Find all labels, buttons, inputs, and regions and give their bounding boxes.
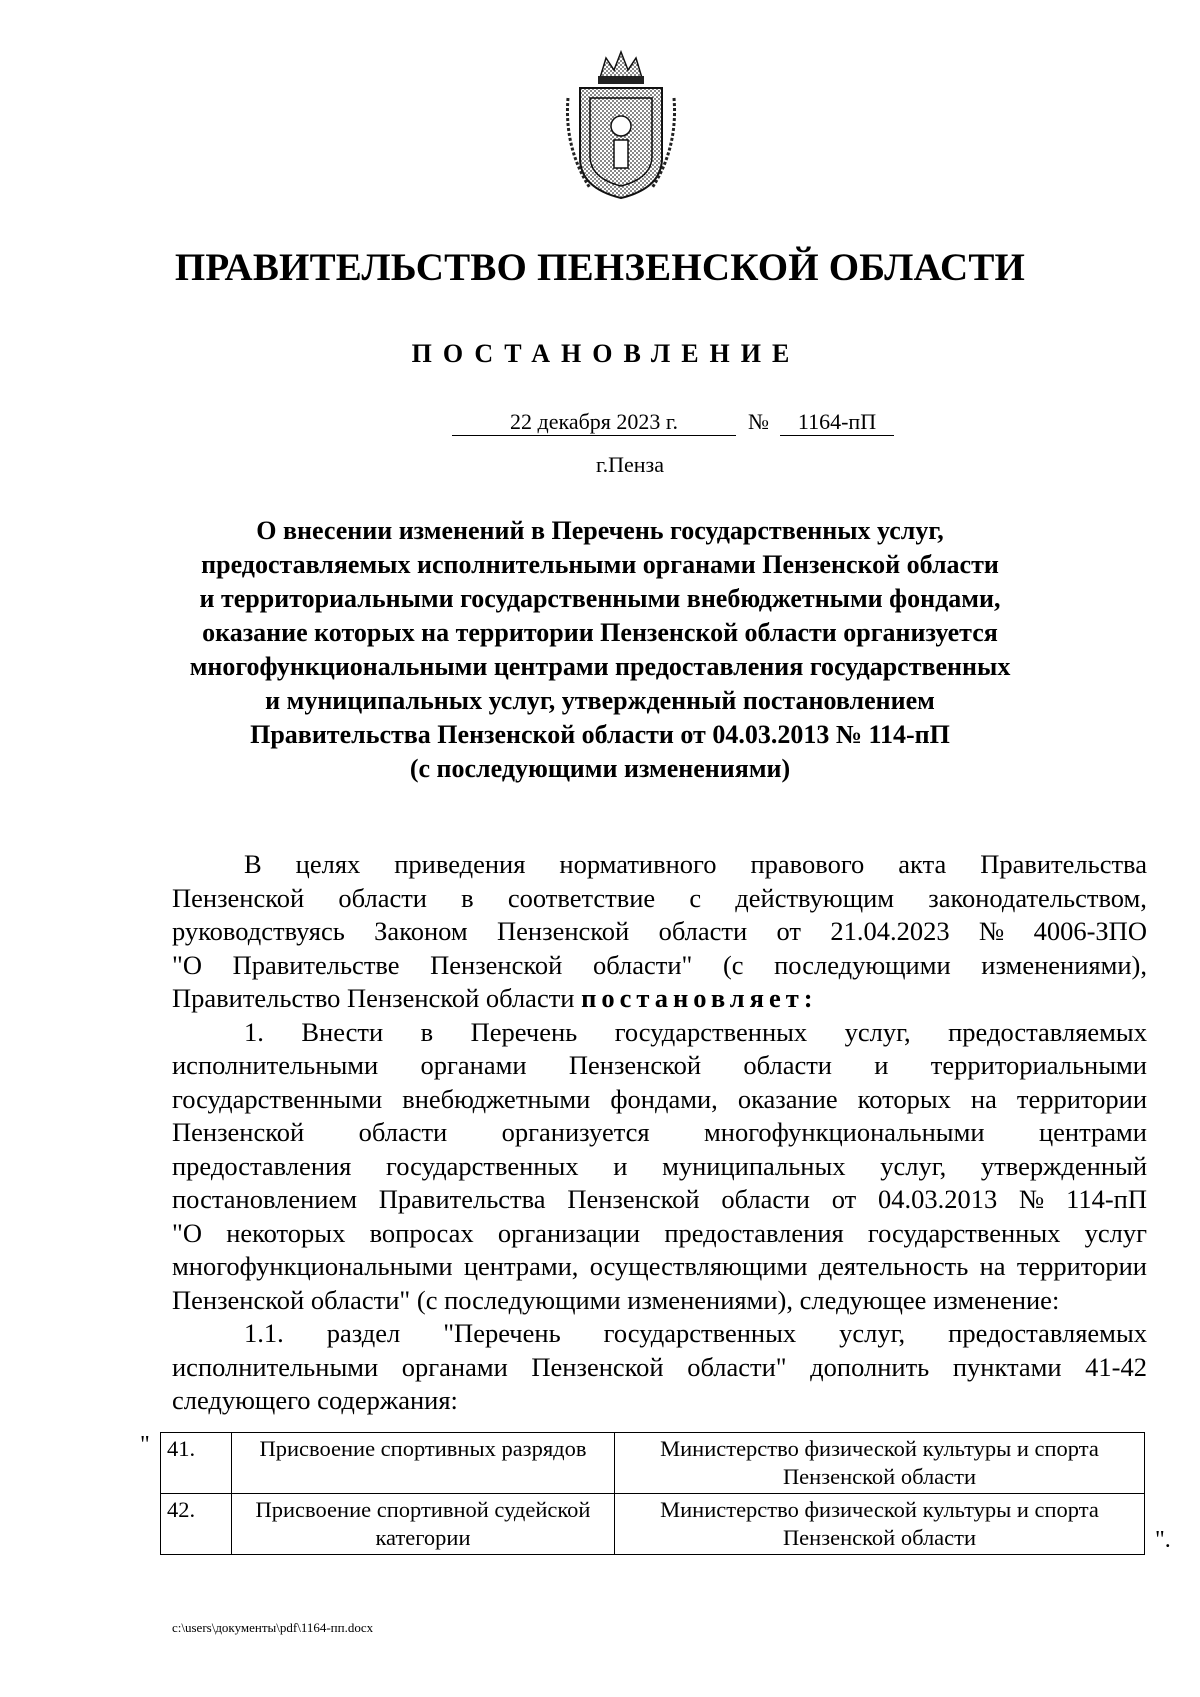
body-line-text: Правительство Пензенской области (172, 983, 575, 1013)
body-word: территории (1016, 1251, 1147, 1281)
body-word: многофункциональными (704, 1117, 985, 1147)
body-word: утвержденный (980, 1150, 1147, 1181)
body-line (172, 1250, 1147, 1284)
body-word: услуг (1084, 1217, 1147, 1248)
body-word: 04.03.2013 (877, 1184, 998, 1214)
body-line (172, 949, 1147, 983)
body-word: исполнительными (172, 1351, 379, 1382)
body-word: "Перечень (443, 1318, 561, 1348)
body-line (172, 1217, 1147, 1251)
body-word: области" (687, 1351, 787, 1382)
body-word: дополнить (810, 1351, 930, 1382)
body-line (172, 1083, 1147, 1117)
services-table (160, 1432, 1145, 1555)
service-name: Присвоение спортивной судейской категории (232, 1494, 615, 1555)
body-word: предоставляемых (948, 1318, 1147, 1348)
body-word: организации (497, 1217, 641, 1248)
document-body (172, 848, 1147, 1418)
body-word: Правительстве (232, 949, 400, 980)
document-type: ПОСТАНОВЛЕНИЕ (411, 339, 801, 368)
body-word: центрами (1038, 1117, 1147, 1147)
subject-line: (с последующими изменениями) (409, 754, 791, 783)
body-word: муниципальных (662, 1150, 846, 1181)
body-word: государственных (614, 1016, 808, 1047)
body-word: пунктами (952, 1351, 1062, 1382)
body-word: услуг, (839, 1318, 906, 1348)
body-word: в (461, 882, 474, 913)
body-word: многофункциональными (172, 1251, 453, 1281)
body-word: области (743, 1050, 832, 1080)
body-word: законодательством, (928, 882, 1147, 913)
body-word: и (874, 1050, 889, 1080)
body-word: Пензенской (430, 949, 563, 980)
subject-line: и муниципальных услуг, утвержденный постановлением (265, 686, 935, 715)
body-word: области" (592, 949, 693, 980)
body-word: последующими (774, 949, 951, 980)
body-word: деятельность (818, 1251, 969, 1281)
body-word: фондами, (610, 1083, 718, 1114)
document-city: г.Пенза (596, 452, 664, 477)
body-word: акта (898, 849, 947, 879)
body-word: № (978, 916, 1005, 946)
body-word: центрами, (463, 1251, 579, 1281)
resolution-keyword: постановляет: (581, 983, 818, 1013)
body-word: области (658, 916, 748, 946)
body-word: исполнительными (172, 1050, 379, 1080)
body-word: предоставления (664, 1217, 844, 1248)
responsible-ministry: Министерство физической культуры и спорта Пензенской области (615, 1433, 1145, 1494)
responsible-ministry: Министерство физической культуры и спорта Пензенской области (615, 1494, 1145, 1555)
document-date: 22 декабря 2023 г. (452, 409, 736, 436)
footer-file-path: c:\users\документы\pdf\1164-пп.docx (172, 1620, 374, 1635)
organization-title: ПРАВИТЕЛЬСТВО ПЕНЗЕНСКОЙ ОБЛАСТИ (174, 246, 1026, 289)
body-word: внебюджетными (402, 1083, 591, 1114)
body-word: раздел (326, 1318, 401, 1348)
body-word: соответствие (507, 882, 656, 913)
body-word: на (979, 1251, 1006, 1281)
body-word: области (721, 1184, 810, 1214)
table-close-quote: ". (1155, 1527, 1171, 1553)
coat-of-arms-emblem (560, 48, 682, 200)
body-word: государственных (386, 1150, 579, 1181)
body-word: органами (401, 1351, 508, 1382)
body-word: услуг, (844, 1016, 911, 1047)
body-word: изменениями), (981, 949, 1147, 980)
body-line: следующего содержания: (172, 1385, 458, 1415)
body-line (172, 982, 1147, 1016)
body-line (172, 1150, 1147, 1184)
body-word: предоставляемых (948, 1016, 1147, 1047)
body-word: государственных (867, 1217, 1061, 1248)
body-word: которых (857, 1083, 951, 1114)
body-line (172, 848, 1147, 882)
body-word: органами (420, 1050, 527, 1080)
body-line (172, 1049, 1147, 1083)
body-word: на (970, 1083, 997, 1114)
subject-line: оказание которых на территории Пензенской области организуется (202, 618, 998, 647)
body-word: 21.04.2023 (830, 916, 950, 946)
body-word: от (831, 1184, 857, 1214)
body-word: некоторых (226, 1217, 346, 1248)
body-word: от (776, 916, 801, 946)
subject-line: О внесении изменений в Перечень государственных услуг, (256, 516, 944, 545)
body-word: Перечень (470, 1016, 578, 1047)
body-word: 41-42 (1085, 1351, 1147, 1382)
row-number: 42. (161, 1494, 232, 1555)
body-word: Внести (301, 1016, 384, 1047)
subject-line: Правительства Пензенской области от 04.03.2013 № 114-пП (250, 720, 950, 749)
body-word: организуется (501, 1117, 650, 1147)
body-line (172, 1317, 1147, 1351)
body-line (172, 915, 1147, 949)
body-line (172, 882, 1147, 916)
body-word: правового (750, 849, 865, 879)
table-row (161, 1494, 1145, 1555)
body-word: осуществляющими (589, 1251, 808, 1281)
body-word: № (1019, 1184, 1045, 1214)
body-word: и (613, 1150, 628, 1181)
body-word: 114-пП (1066, 1184, 1147, 1214)
body-line (172, 1183, 1147, 1217)
body-word: Пензенской (531, 1351, 664, 1382)
number-sign: № (748, 409, 769, 434)
body-word: Пензенской (172, 882, 305, 913)
service-name: Присвоение спортивных разрядов (232, 1433, 615, 1494)
body-word: Пензенской (172, 1117, 305, 1147)
subject-line: предоставляемых исполнительными органами Пензенской области (201, 550, 999, 579)
body-word: Правительства (378, 1184, 546, 1214)
body-word: целях (295, 849, 361, 879)
document-number: 1164-пП (780, 409, 894, 436)
body-word: государственными (172, 1083, 383, 1114)
document-subject (150, 514, 1050, 786)
body-word: нормативного (559, 849, 717, 879)
body-word: приведения (394, 849, 526, 879)
body-word: территории (1016, 1083, 1147, 1114)
body-word: области (358, 1117, 448, 1147)
body-word: области (338, 882, 427, 913)
body-word: (с (722, 949, 744, 980)
body-word: Законом (374, 916, 468, 946)
body-word: действующим (735, 882, 895, 913)
table-open-quote: " (140, 1432, 150, 1458)
body-word: Пензенской (568, 1050, 702, 1080)
body-word: с (689, 882, 702, 913)
body-word: постановлением (172, 1184, 357, 1214)
body-line (172, 1351, 1147, 1385)
body-word: услуг, (880, 1150, 947, 1181)
body-word: территориальными (930, 1050, 1147, 1080)
row-number: 41. (161, 1433, 232, 1494)
body-word: "О (172, 949, 202, 980)
body-line: Пензенской области" (с последующими изменениями), следующее изменение: (172, 1284, 1060, 1315)
subject-line: и территориальными государственными внебюджетными фондами, (199, 584, 1001, 613)
body-word: 1.1. (244, 1318, 284, 1348)
body-word: "О (172, 1217, 202, 1248)
body-word: Пензенской (567, 1184, 700, 1214)
body-word: 4006-ЗПО (1033, 916, 1147, 946)
body-word: государственных (603, 1318, 797, 1348)
body-word: руководствуясь (172, 916, 345, 946)
body-word: предоставления (172, 1150, 352, 1181)
body-word: Пензенской (497, 916, 630, 946)
body-word: Правительства (980, 849, 1147, 879)
body-word: в (420, 1016, 434, 1047)
body-word: В (244, 849, 262, 879)
body-word: оказание (737, 1083, 838, 1114)
body-line (172, 1116, 1147, 1150)
subject-line: многофункциональными центрами предоставления государственных (189, 652, 1011, 681)
table-row (161, 1433, 1145, 1494)
body-line (172, 1016, 1147, 1050)
body-word: вопросах (369, 1217, 474, 1248)
body-word: 1. (244, 1016, 264, 1047)
